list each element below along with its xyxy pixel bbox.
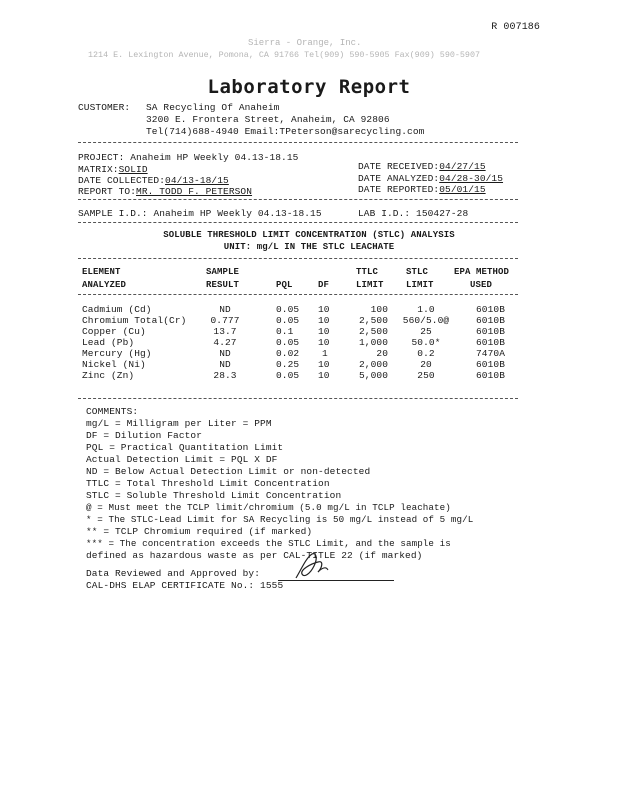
- col-header-element: ELEMENT: [82, 267, 121, 277]
- col-header-sample: SAMPLE: [206, 267, 240, 277]
- project-label: PROJECT:: [78, 152, 125, 163]
- cell-element: Zinc (Zn): [82, 370, 135, 381]
- report-to-value: MR. TODD F. PETERSON: [136, 186, 253, 197]
- cell-pql: 0.05: [276, 304, 300, 315]
- report-to-line: [78, 186, 252, 197]
- customer-contact: Tel(714)688-4940 Email:TPeterson@sarecycling.com: [146, 126, 425, 137]
- cell-method: 7470A: [476, 348, 506, 359]
- sample-id-value: Anaheim HP Weekly 04.13-18.15: [153, 208, 322, 219]
- cell-ttlc: 100: [370, 304, 388, 315]
- divider: [78, 294, 518, 295]
- matrix-label: MATRIX:: [78, 164, 119, 175]
- cell-df: 10: [318, 337, 330, 348]
- comment-line: DF = Dilution Factor: [86, 430, 203, 441]
- cell-pql: 0.02: [276, 348, 300, 359]
- divider: [78, 142, 518, 143]
- cell-element: Cadmium (Cd): [82, 304, 152, 315]
- divider: [78, 258, 518, 259]
- certificate-number: 1555: [260, 580, 284, 591]
- col-header-method: EPA METHOD: [454, 267, 510, 277]
- cell-df: 10: [318, 370, 330, 381]
- comment-line: ND = Below Actual Detection Limit or non-detected: [86, 466, 371, 477]
- matrix-line: [78, 164, 148, 175]
- divider: [78, 199, 518, 200]
- reported-value: 05/01/15: [439, 184, 486, 195]
- certificate-label: CAL-DHS ELAP CERTIFICATE No.:: [86, 580, 255, 591]
- cell-method: 6010B: [476, 337, 506, 348]
- cell-result: 4.27: [213, 337, 237, 348]
- col-header-pql: PQL: [276, 280, 293, 290]
- lab-id-label: LAB I.D.:: [358, 208, 411, 219]
- approval-label: Data Reviewed and Approved by:: [86, 568, 261, 579]
- cell-result: ND: [219, 348, 231, 359]
- received-label: DATE RECEIVED:: [358, 161, 440, 172]
- signature-mark: [288, 548, 348, 584]
- cell-stlc: 250: [417, 370, 435, 381]
- cell-pql: 0.25: [276, 359, 300, 370]
- cell-stlc: 20: [420, 359, 432, 370]
- comment-line: STLC = Soluble Threshold Limit Concentration: [86, 490, 342, 501]
- comment-line: *** = The concentration exceeds the STLC Limit, and the sample is: [86, 538, 451, 549]
- col-header-df: DF: [318, 280, 330, 290]
- cell-ttlc: 2,500: [358, 326, 388, 337]
- cell-df: 1: [322, 348, 328, 359]
- cell-element: Copper (Cu): [82, 326, 146, 337]
- customer-address: 3200 E. Frontera Street, Anaheim, CA 92806: [146, 114, 390, 125]
- sample-id-label: SAMPLE I.D.:: [78, 208, 148, 219]
- customer-label: CUSTOMER:: [78, 102, 131, 113]
- comment-line: @ = Must meet the TCLP limit/chromium (5.0 mg/L in TCLP leachate): [86, 502, 451, 513]
- cell-stlc: 0.2: [417, 348, 435, 359]
- received-line: [358, 161, 486, 172]
- cell-ttlc: 5,000: [358, 370, 388, 381]
- comment-line: mg/L = Milligram per Liter = PPM: [86, 418, 272, 429]
- reported-line: [358, 184, 486, 195]
- comment-line: Actual Detection Limit = PQL X DF: [86, 454, 278, 465]
- analyzed-label: DATE ANALYZED:: [358, 173, 440, 184]
- cell-result: ND: [219, 359, 231, 370]
- reported-label: DATE REPORTED:: [358, 184, 440, 195]
- divider: [78, 222, 518, 223]
- comment-line: PQL = Practical Quantitation Limit: [86, 442, 284, 453]
- cell-pql: 0.1: [276, 326, 294, 337]
- sample-id-line: [78, 208, 322, 219]
- col-header-stlc-2: LIMIT: [406, 280, 434, 290]
- cell-method: 6010B: [476, 326, 506, 337]
- col-header-ttlc: TTLC: [356, 267, 379, 277]
- report-to-label: REPORT TO:: [78, 186, 137, 197]
- cell-stlc: 560/5.0@: [402, 315, 450, 326]
- comment-line: ** = TCLP Chromium required (if marked): [86, 526, 313, 537]
- matrix-value: SOLID: [118, 164, 148, 175]
- collected-label: DATE COLLECTED:: [78, 175, 166, 186]
- cell-element: Chromium Total(Cr): [82, 315, 187, 326]
- cell-result: 0.777: [210, 315, 240, 326]
- divider: [78, 398, 518, 399]
- analysis-heading: SOLUBLE THRESHOLD LIMIT CONCENTRATION (STLC) ANALYSIS: [163, 230, 455, 240]
- received-value: 04/27/15: [439, 161, 486, 172]
- cell-pql: 0.05: [276, 337, 300, 348]
- document-number: R 007186: [491, 22, 540, 33]
- collected-line: [78, 175, 229, 186]
- cell-result: 28.3: [213, 370, 237, 381]
- analysis-unit: UNIT: mg/L IN THE STLC LEACHATE: [223, 242, 395, 252]
- analyzed-line: [358, 173, 503, 184]
- lab-id-line: [358, 208, 468, 219]
- cell-method: 6010B: [476, 304, 506, 315]
- cell-pql: 0.05: [276, 370, 300, 381]
- cell-df: 10: [318, 359, 330, 370]
- cell-element: Mercury (Hg): [82, 348, 152, 359]
- cell-df: 10: [318, 304, 330, 315]
- cell-ttlc: 20: [376, 348, 388, 359]
- lab-id-value: 150427-28: [416, 208, 469, 219]
- comment-line: * = The STLC-Lead Limit for SA Recycling is 50 mg/L instead of 5 mg/L: [86, 514, 474, 525]
- cell-result: ND: [219, 304, 231, 315]
- analyzed-value: 04/28-30/15: [439, 173, 504, 184]
- col-header-element-2: ANALYZED: [82, 280, 127, 290]
- cell-element: Nickel (Ni): [82, 359, 146, 370]
- cell-method: 6010B: [476, 315, 506, 326]
- cell-ttlc: 2,000: [358, 359, 388, 370]
- cell-df: 10: [318, 326, 330, 337]
- certificate-line: [86, 580, 283, 591]
- cell-method: 6010B: [476, 359, 506, 370]
- lab-address: 1214 E. Lexington Avenue, Pomona, CA 91766 Tel(909) 590-5905 Fax(909) 590-5907: [88, 50, 481, 60]
- comment-line: TTLC = Total Threshold Limit Concentration: [86, 478, 330, 489]
- col-header-method-2: USED: [470, 280, 493, 290]
- col-header-stlc: STLC: [406, 267, 429, 277]
- cell-ttlc: 1,000: [358, 337, 388, 348]
- lab-name: Sierra - Orange, Inc.: [248, 38, 362, 48]
- page-title: Laboratory Report: [207, 76, 411, 98]
- project-value: Anaheim HP Weekly 04.13-18.15: [130, 152, 299, 163]
- comment-line: defined as hazardous waste as per CAL-TITLE 22 (if marked): [86, 550, 423, 561]
- collected-value: 04/13-18/15: [165, 175, 229, 186]
- comments-label: COMMENTS:: [86, 406, 139, 417]
- cell-stlc: 50.0*: [411, 337, 441, 348]
- customer-name: SA Recycling Of Anaheim: [146, 102, 280, 113]
- cell-result: 13.7: [213, 326, 237, 337]
- cell-pql: 0.05: [276, 315, 300, 326]
- cell-method: 6010B: [476, 370, 506, 381]
- cell-element: Lead (Pb): [82, 337, 135, 348]
- cell-ttlc: 2,500: [358, 315, 388, 326]
- col-header-ttlc-2: LIMIT: [356, 280, 384, 290]
- cell-stlc: 1.0: [417, 304, 435, 315]
- col-header-sample-2: RESULT: [206, 280, 240, 290]
- cell-stlc: 25: [420, 326, 432, 337]
- cell-df: 10: [318, 315, 330, 326]
- project-line: [78, 152, 298, 163]
